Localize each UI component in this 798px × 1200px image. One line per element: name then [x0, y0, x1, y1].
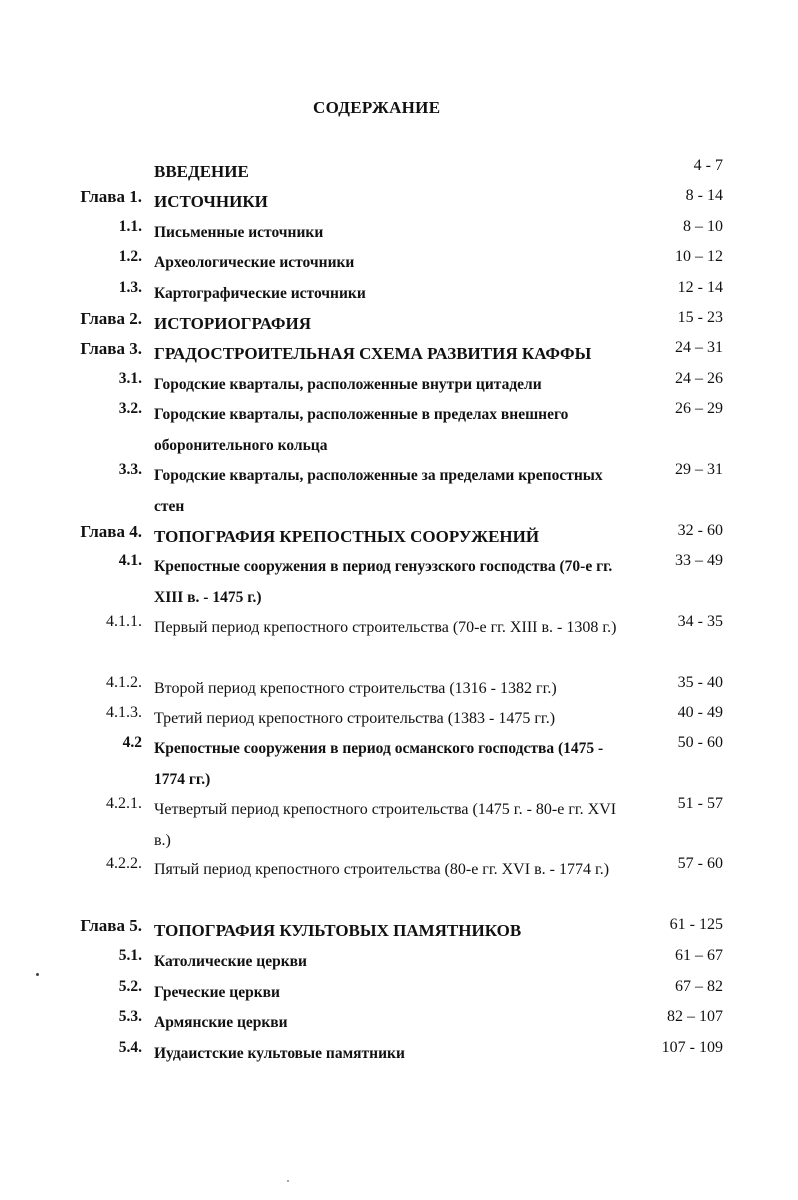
toc-entry-title: Городские кварталы, расположенные внутри цитадели [154, 376, 542, 393]
toc-entry-number: 5.3. [118, 1008, 142, 1025]
toc-entry-pages: 107 - 109 [661, 1039, 723, 1056]
toc-entry-title: Пятый период крепостного строительства (80-е гг. XVI в. - 1774 г.) [154, 861, 610, 878]
toc-entry-pages: 33 – 49 [675, 552, 723, 569]
toc-entry-number: Глава 4. [80, 522, 142, 541]
toc-entry-title: Греческие церкви [154, 984, 280, 1001]
toc-entry [0, 916, 798, 946]
toc-entry-title: Археологические источники [154, 254, 355, 271]
toc-entry-pages: 24 – 31 [675, 339, 723, 356]
toc-entry-pages: 82 – 107 [667, 1008, 723, 1025]
toc-entry-number: 4.2.2. [106, 855, 142, 872]
toc-entry-title: Второй период крепостного строительства (1316 - 1382 гг.) [154, 680, 557, 697]
toc-entry-pages: 4 - 7 [693, 157, 723, 174]
toc-entry-number: 5.1. [118, 947, 142, 964]
toc-entry-title: ГРАДОСТРОИТЕЛЬНАЯ СХЕМА РАЗВИТИЯ КАФФЫ [154, 344, 592, 363]
toc-entry [0, 674, 798, 704]
toc-entry [0, 248, 798, 278]
toc-entry-pages: 12 - 14 [677, 279, 723, 296]
toc-entry [0, 187, 798, 217]
toc-entry [0, 461, 798, 515]
toc-entry-pages: 61 – 67 [675, 947, 723, 964]
toc-entry [0, 795, 798, 849]
toc-entry-pages: 50 - 60 [677, 734, 723, 751]
toc-entry [0, 613, 798, 643]
toc-entry-pages: 61 - 125 [669, 916, 723, 933]
toc-entry-number: 4.1.3. [106, 704, 142, 721]
toc-entry-number: 5.2. [118, 978, 142, 995]
toc-entry [0, 1039, 798, 1069]
toc-entry [0, 157, 798, 187]
toc-entry-title: ИСТОРИОГРАФИЯ [154, 314, 312, 333]
toc-entry-number: 4.2 [122, 734, 142, 751]
toc-entry-pages: 8 - 14 [685, 187, 723, 204]
toc-entry-pages: 51 - 57 [677, 795, 723, 812]
toc-entry-number: 4.1. [118, 552, 142, 569]
scan-speck [287, 1180, 289, 1182]
toc-entry-title: Первый период крепостного строительства (70-е гг. XIII в. - 1308 г.) [154, 619, 617, 636]
toc-entry [0, 552, 798, 606]
toc-entry [0, 400, 798, 454]
toc-entry [0, 370, 798, 400]
toc-entry-pages: 57 - 60 [677, 855, 723, 872]
toc-entry-pages: 24 – 26 [675, 370, 723, 387]
toc-entry-number: 3.2. [118, 400, 142, 417]
toc-entry-number: 3.3. [118, 461, 142, 478]
toc-entry-pages: 29 – 31 [675, 461, 723, 478]
toc-entry-title: ТОПОГРАФИЯ КУЛЬТОВЫХ ПАМЯТНИКОВ [154, 921, 522, 940]
toc-entry [0, 1008, 798, 1038]
toc-entry-pages: 26 – 29 [675, 400, 723, 417]
toc-entry [0, 855, 798, 885]
toc-entry-pages: 67 – 82 [675, 978, 723, 995]
toc-entry-pages: 8 – 10 [683, 218, 723, 235]
toc-entry-title: Городские кварталы, расположенные за пределами крепостных стен [154, 467, 603, 515]
toc-entry-title: Картографические источники [154, 285, 366, 302]
toc-entry-title: Письменные источники [154, 224, 324, 241]
toc-entry [0, 339, 798, 369]
toc-entry-number: Глава 5. [80, 916, 142, 935]
toc-entry-title: Армянские церкви [154, 1014, 288, 1031]
toc-entry-number: Глава 2. [80, 309, 142, 328]
toc-entry-title: Иудаистские культовые памятники [154, 1045, 405, 1062]
toc-entry [0, 522, 798, 552]
toc-entry-pages: 40 - 49 [677, 704, 723, 721]
toc-entry-title: Городские кварталы, расположенные в пределах внешнего оборонительного кольца [154, 406, 569, 454]
toc-entry-pages: 35 - 40 [677, 674, 723, 691]
toc-entry-title: Четвертый период крепостного строительства (1475 г. - 80-е гг. XVI в.) [154, 801, 617, 849]
toc-entry-title: ИСТОЧНИКИ [154, 192, 268, 211]
toc-entry-number: 1.1. [118, 218, 142, 235]
toc-entry-number: 3.1. [118, 370, 142, 387]
toc-entry-number: Глава 3. [80, 339, 142, 358]
toc-entry-pages: 32 - 60 [677, 522, 723, 539]
scan-speck [36, 973, 39, 976]
toc-entry-title: Крепостные сооружения в период генуэзского господства (70-е гг. XIII в. - 1475 г.) [154, 558, 613, 606]
toc-entry-number: 1.3. [118, 279, 142, 296]
toc-entry [0, 704, 798, 734]
toc-entry-number: 1.2. [118, 248, 142, 265]
toc-entry [0, 279, 798, 309]
toc-entry [0, 309, 798, 339]
toc-entry-number: 4.1.1. [106, 613, 142, 630]
toc-entry-pages: 10 – 12 [675, 248, 723, 265]
toc-entry-number: Глава 1. [80, 187, 142, 206]
toc-entry-number: 4.1.2. [106, 674, 142, 691]
toc-entry-pages: 34 - 35 [677, 613, 723, 630]
toc-entry [0, 218, 798, 248]
toc-entry [0, 947, 798, 977]
toc-entry-number: 4.2.1. [106, 795, 142, 812]
toc-entry-title: Третий период крепостного строительства (1383 - 1475 гг.) [154, 710, 556, 727]
toc-entry-number: 5.4. [118, 1039, 142, 1056]
toc-entry-title: ТОПОГРАФИЯ КРЕПОСТНЫХ СООРУЖЕНИЙ [154, 527, 540, 546]
toc-entry [0, 734, 798, 788]
toc-entry-pages: 15 - 23 [677, 309, 723, 326]
toc-entry-title: ВВЕДЕНИЕ [154, 162, 249, 181]
toc-entry [0, 978, 798, 1008]
toc-entry-title: Католические церкви [154, 953, 307, 970]
toc-entry-title: Крепостные сооружения в период османского господства (1475 - 1774 гг.) [154, 740, 604, 788]
